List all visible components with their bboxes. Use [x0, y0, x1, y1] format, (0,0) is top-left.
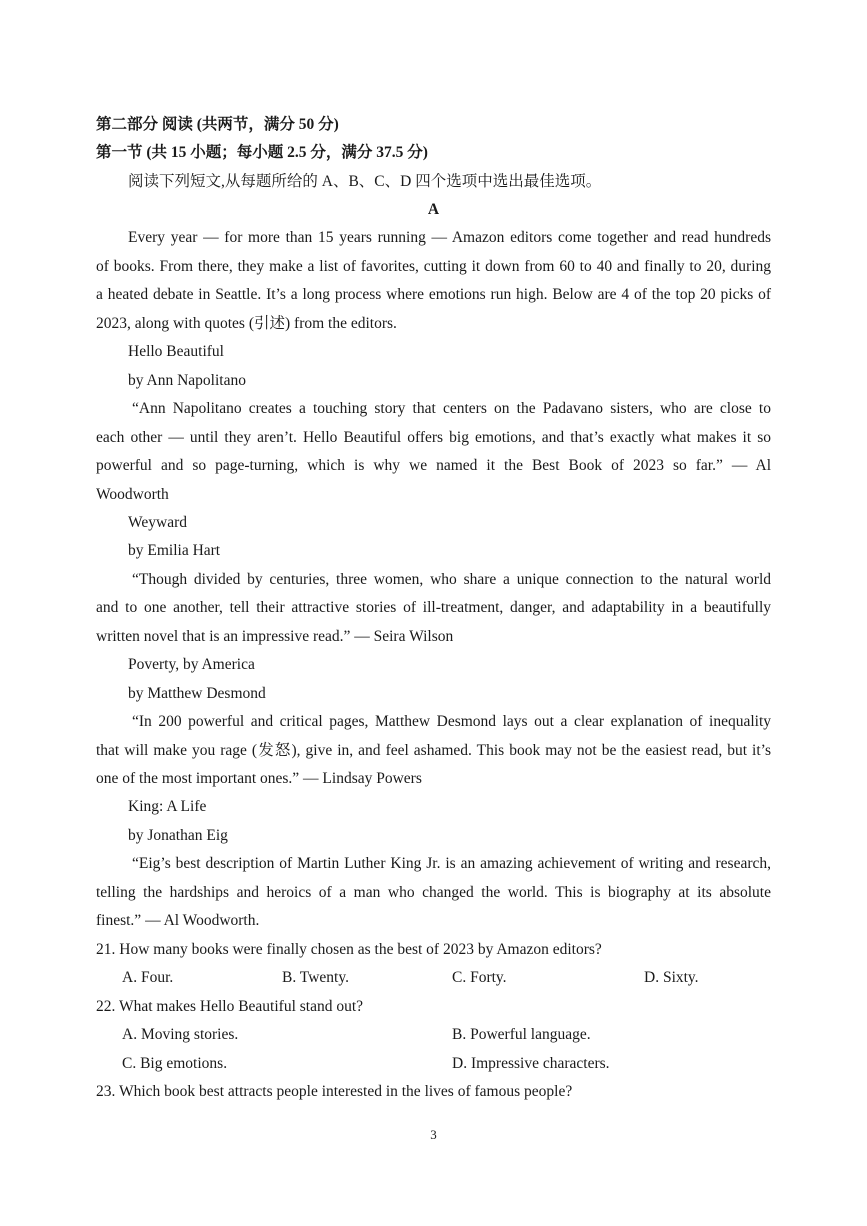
intro-line: of books. From there, they make a list of favorites, cutting it down from 60 to 40 and finally to 20, during — [96, 258, 771, 275]
book-author: by Emilia Hart — [128, 542, 221, 559]
book-author: by Ann Napolitano — [128, 372, 246, 389]
intro-line: a heated debate in Seattle. It’s a long process where emotions run high. Below are 4 of the top 20 picks of — [96, 286, 771, 303]
book-quote-line: each other — until they aren’t. Hello Beautiful offers big emotions, and that’s exactly what makes it so — [96, 429, 771, 446]
question-stem: 22. What makes Hello Beautiful stand out? — [96, 998, 364, 1015]
part-heading: 第二部分 阅读 (共两节，满分 50 分) — [96, 116, 339, 133]
book-quote-line: telling the hardships and heroics of a man who changed the world. This is biography at its absolute — [96, 884, 771, 901]
question-option: D. Sixty. — [644, 969, 699, 986]
intro-line: 2023, along with quotes (引述) from the editors. — [96, 315, 397, 332]
intro-line: Every year — for more than 15 years running — Amazon editors come together and read hundreds — [128, 229, 771, 246]
section-heading: 第一节 (共 15 小题；每小题 2.5 分，满分 37.5 分) — [96, 144, 428, 161]
book-quote-line: and to one another, tell their attractive stories of ill-treatment, danger, and adaptability in a beautifully — [96, 599, 771, 616]
book-quote-line: finest.” — Al Woodworth. — [96, 912, 260, 929]
book-quote-line: “Ann Napolitano creates a touching story that centers on the Padavano sisters, who are close to — [132, 400, 771, 417]
book-quote-line: “In 200 powerful and critical pages, Matthew Desmond lays out a clear explanation of inequality — [132, 713, 771, 730]
question-option: A. Four. — [122, 969, 174, 986]
instruction: 阅读下列短文,从每题所给的 A、B、C、D 四个选项中选出最佳选项。 — [128, 173, 602, 190]
book-quote-line: “Though divided by centuries, three women, who share a unique connection to the natural world — [132, 571, 771, 588]
book-author: by Jonathan Eig — [128, 827, 228, 844]
book-title: King: A Life — [128, 798, 207, 815]
question-option: B. Powerful language. — [452, 1026, 591, 1043]
question-option: A. Moving stories. — [122, 1026, 239, 1043]
question-stem: 21. How many books were finally chosen as the best of 2023 by Amazon editors? — [96, 941, 602, 958]
book-quote-line: written novel that is an impressive read.” — Seira Wilson — [96, 628, 454, 645]
book-quote-line: Woodworth — [96, 486, 169, 503]
question-stem: 23. Which book best attracts people interested in the lives of famous people? — [96, 1083, 573, 1100]
book-author: by Matthew Desmond — [128, 685, 266, 702]
book-quote-line: “Eig’s best description of Martin Luther King Jr. is an amazing achievement of writing and research, — [132, 855, 771, 872]
book-title: Hello Beautiful — [128, 343, 224, 360]
page-number: 3 — [430, 1127, 437, 1142]
question-option: C. Big emotions. — [122, 1055, 228, 1072]
book-title: Poverty, by America — [128, 656, 255, 673]
question-option: B. Twenty. — [282, 969, 349, 986]
book-title: Weyward — [128, 514, 188, 531]
book-quote-line: one of the most important ones.” — Lindsay Powers — [96, 770, 422, 787]
question-option: C. Forty. — [452, 969, 507, 986]
book-quote-line: that will make you rage (发怒), give in, and feel ashamed. This book may not be the easiest read, but it’s — [96, 742, 771, 759]
book-quote-line: powerful and so page-turning, which is why we named it the Best Book of 2023 so far.” — Al — [96, 457, 771, 474]
passage-label: A — [427, 201, 440, 218]
question-option: D. Impressive characters. — [452, 1055, 610, 1072]
